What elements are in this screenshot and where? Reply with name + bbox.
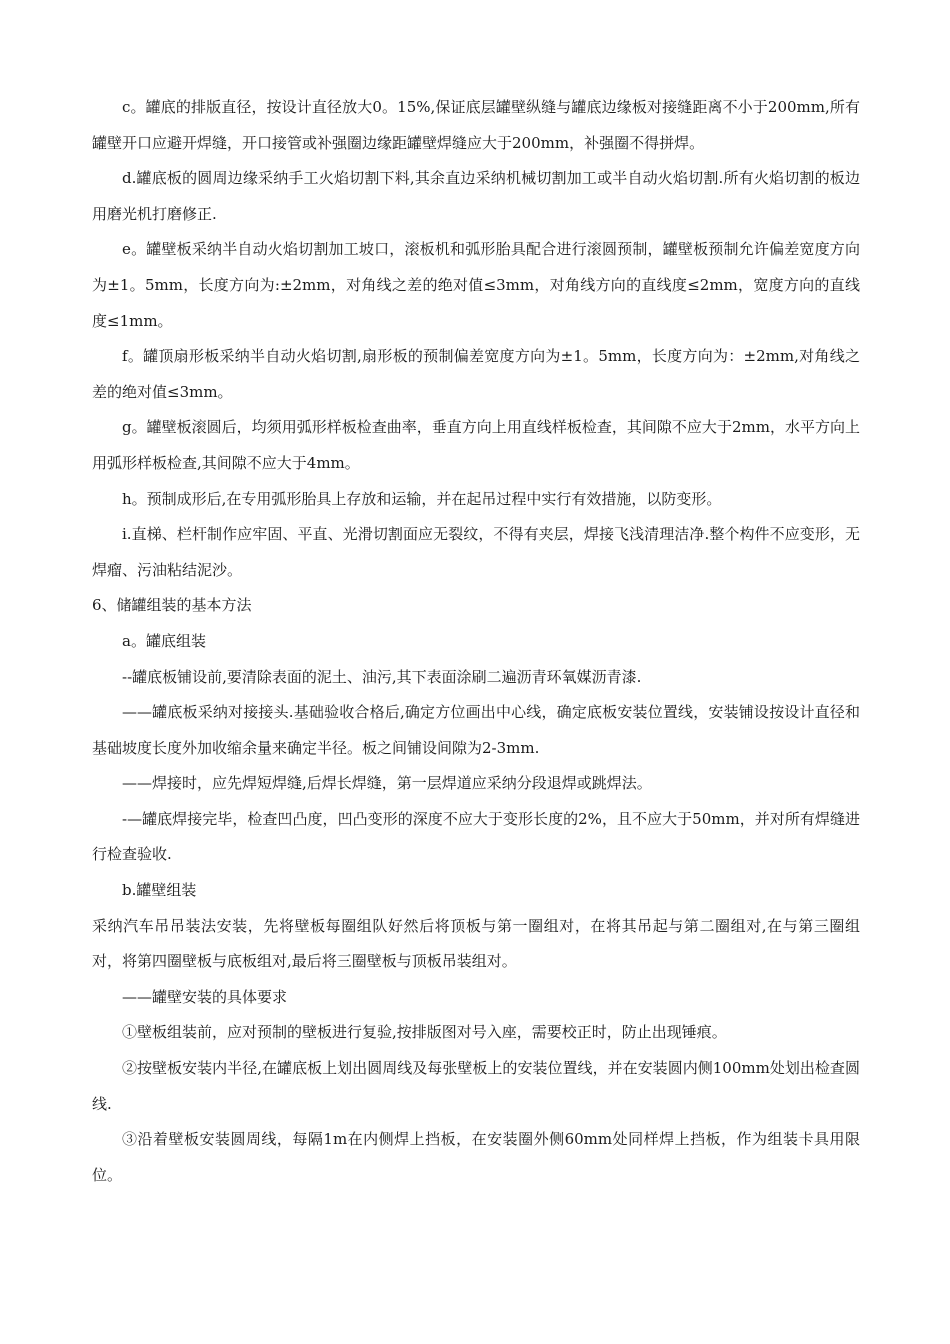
paragraph-h: h。预制成形后,在专用弧形胎具上存放和运输，并在起吊过程中实行有效措施，以防变形。 [122, 489, 722, 508]
paragraph-bottom-inspection: -—罐底焊接完毕，检查凹凸度，凹凸变形的深度不应大于变形长度的2%，且不应大于50mm，并对所有焊缝进行检查验收. [92, 809, 860, 864]
paragraph-wall-method: 采纳汽车吊吊装法安装，先将壁板每圈组队好然后将顶板与第一圈组对，在将其吊起与第二圈组对,在与第三圈组对，将第四圈壁板与底板组对,最后将三圈壁板与顶板吊装组对。 [92, 916, 860, 971]
paragraph-bottom-welding: ——焊接时，应先焊短焊缝,后焊长焊缝，第一层焊道应采纳分段退焊或跳焊法。 [122, 774, 652, 793]
paragraph-g: g。罐壁板滚圆后，均须用弧形样板检查曲率，垂直方向上用直线样板检查，其间隙不应大于2mm，水平方向上用弧形样板检查,其间隙不应大于4mm。 [92, 418, 860, 472]
paragraph-bottom-laying: --罐底板铺设前,要清除表面的泥土、油污,其下表面涂刷二遍沥青环氧媒沥青漆. [122, 667, 642, 686]
paragraph-c: c。罐底的排版直径，按设计直径放大0。15%,保证底层罐壁纵缝与罐底边缘板对接缝距离不小于200mm,所有罐壁开口应避开焊缝，开口接管或补强圈边缘距罐壁焊缝应大于200mm，补强圈不得拼焊。 [92, 98, 860, 152]
paragraph-wall-requirements: ——罐壁安装的具体要求 [122, 987, 288, 1006]
document-body [92, 90, 860, 1193]
paragraph-e: e。罐壁板采纳半自动火焰切割加工坡口，滚板机和弧形胎具配合进行滚圆预制，罐壁板预制允许偏差宽度方向为±1。5mm，长度方向为:±2mm，对角线之差的绝对值≤3mm，对角线方向的直线度≤2mm，宽度方向的直线度≤1mm。 [92, 240, 860, 330]
subheading-tank-bottom: a。罐底组装 [122, 631, 206, 650]
paragraph-i: i.直梯、栏杆制作应牢固、平直、光滑切割面应无裂纹，不得有夹层，焊接飞浅清理洁净.整个构件不应变形，无焊瘤、污油粘结泥沙。 [92, 525, 860, 579]
list-item-3: ③沿着壁板安装圆周线，每隔1m在内侧焊上挡板，在安装圈外侧60mm处同样焊上挡板，作为组装卡具用限位。 [92, 1130, 860, 1184]
paragraph-f: f。罐顶扇形板采纳半自动火焰切割,扇形板的预制偏差宽度方向为±1。5mm，长度方向为：±2mm,对角线之差的绝对值≤3mm。 [92, 347, 860, 401]
subheading-tank-wall: b.罐壁组装 [122, 881, 197, 900]
paragraph-bottom-joint: ——罐底板采纳对接接头.基础验收合格后,确定方位画出中心线，确定底板安装位置线，安装铺设按设计直径和基础坡度长度外加收缩余量来确定半径。板之间铺设间隙为2-3mm. [92, 703, 860, 757]
section-heading-6: 6、储罐组装的基本方法 [92, 596, 252, 615]
paragraph-d: d.罐底板的圆周边缘采纳手工火焰切割下料,其余直边采纳机械切割加工或半自动火焰切割.所有火焰切割的板边用磨光机打磨修正. [92, 169, 860, 223]
list-item-2: ②按壁板安装内半径,在罐底板上划出圆周线及每张壁板上的安装位置线，并在安装圆内侧100mm处划出检查圆线. [92, 1059, 860, 1113]
list-item-1: ①壁板组装前，应对预制的壁板进行复验,按排版图对号入座，需要校正时，防止出现锤痕。 [122, 1023, 727, 1042]
